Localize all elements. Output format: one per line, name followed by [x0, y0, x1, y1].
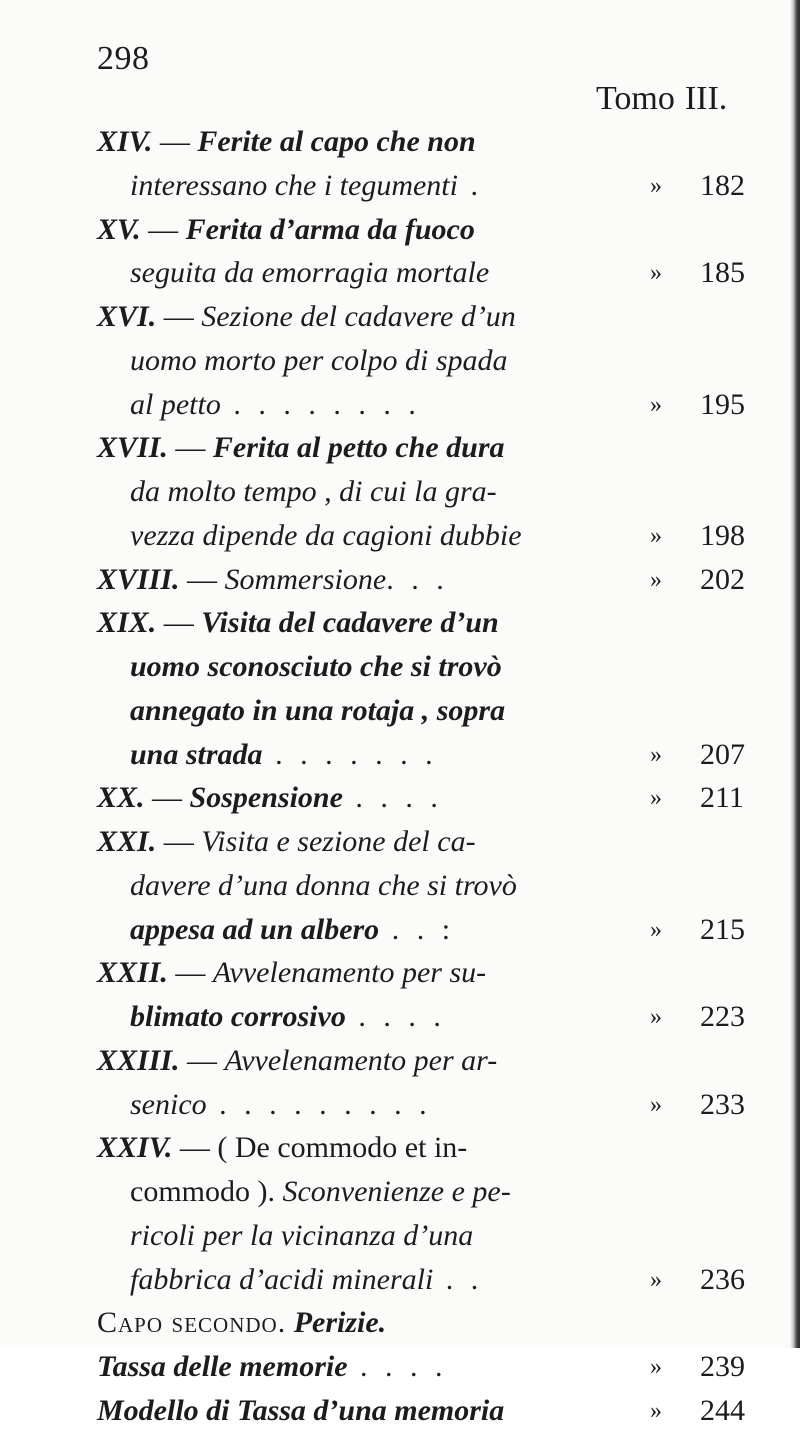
guillemet-mark: » — [650, 1091, 662, 1118]
entry-title: senico — [130, 1087, 207, 1121]
entry-title: fabbrica d’acidi minerali — [130, 1262, 434, 1296]
em-dash: — — [172, 1131, 218, 1165]
entry-page-number: 198 — [700, 518, 745, 552]
entry-number: XV. — [97, 212, 141, 246]
entry-page-number: 182 — [700, 168, 745, 202]
guillemet-mark: » — [650, 785, 662, 812]
toc-entry-line — [97, 1039, 497, 1083]
entry-title: Sospensione — [189, 781, 343, 815]
leader-dots: . . . . — [342, 781, 443, 815]
entry-page-number: 185 — [700, 256, 745, 290]
entry-number: XIV. — [97, 125, 153, 158]
toc-entry-line — [97, 1126, 467, 1170]
entry-title: una strada — [130, 737, 263, 771]
guillemet-mark: » — [650, 1004, 662, 1030]
em-dash: — — [167, 956, 213, 990]
entry-title: Sommersione — [224, 562, 387, 596]
guillemet-mark: » — [650, 916, 662, 943]
toc-entry-line — [97, 295, 516, 339]
entry-number: XXIV. — [97, 1131, 173, 1165]
leader-dots: . . . . . . . . . — [206, 1087, 432, 1121]
page-edge-shadow — [790, 0, 800, 1348]
entry-number: XXI. — [97, 825, 157, 858]
volume-heading — [596, 80, 727, 118]
volume-label: Tomo — [596, 80, 675, 117]
leader-dots: . . . — [386, 562, 449, 596]
entry-title: vezza dipende da cagioni dubbie — [130, 518, 522, 552]
entry-title: Modello di Tassa d’una memoria — [97, 1393, 505, 1427]
em-dash: — — [167, 431, 213, 465]
entry-title: Sezione del cadavere d’un — [201, 300, 516, 333]
guillemet-mark: » — [650, 741, 662, 768]
entry-title: Avvelenamento per ar- — [224, 1043, 498, 1077]
toc-entry-continuation — [130, 908, 662, 952]
entry-title: uomo morto per colpo di spada — [130, 343, 508, 377]
em-dash: — — [152, 125, 198, 158]
toc-entry-continuation — [130, 645, 502, 689]
entry-title: Sconvenienze e pe- — [274, 1175, 511, 1208]
toc-entry-line — [97, 120, 476, 164]
guillemet-mark: » — [650, 1266, 662, 1293]
em-dash: — — [179, 562, 225, 596]
entry-page-number: 207 — [700, 737, 745, 771]
entry-title: da molto tempo , di cui la gra- — [130, 475, 497, 508]
entry-number: XX. — [97, 781, 145, 815]
entry-page-number: 244 — [700, 1393, 745, 1427]
toc-entry-continuation — [130, 1258, 662, 1302]
entry-title: Ferita al petto che dura — [212, 431, 505, 465]
toc-entry-continuation — [130, 470, 497, 514]
page-number: 298 — [97, 40, 150, 77]
guillemet-mark: » — [650, 172, 662, 199]
entry-title: interessano che i tegumenti — [130, 168, 458, 202]
em-dash: — — [156, 606, 202, 640]
entry-title: al petto — [130, 387, 221, 421]
toc-entry-line — [97, 208, 475, 252]
entry-page-number: 202 — [700, 562, 745, 596]
guillemet-mark: » — [650, 566, 662, 593]
leader-dots: . . . . — [345, 1000, 446, 1033]
em-dash: — — [140, 212, 186, 246]
toc-entry-line — [97, 820, 476, 864]
entry-text-roman: ( De commodo et in- — [217, 1131, 468, 1165]
entry-page-number: 236 — [700, 1262, 745, 1296]
entry-page-number: 211 — [700, 781, 744, 815]
guillemet-mark: » — [650, 1354, 662, 1380]
entry-number: XXII. — [97, 956, 168, 990]
leader-dots: . . — [433, 1262, 484, 1296]
entry-title: Ferite al capo che non — [197, 125, 476, 158]
entry-title: Visita del cadavere d’un — [201, 606, 499, 640]
entry-title: Ferita d’arma da fuoco — [185, 212, 475, 246]
toc-entry-continuation — [130, 1083, 662, 1127]
toc-entry-line — [97, 558, 662, 602]
toc-entry-continuation — [130, 514, 662, 558]
toc-entry-continuation — [130, 1170, 511, 1214]
toc-entry-continuation — [130, 1214, 473, 1258]
entry-number: XVI. — [97, 300, 157, 333]
entry-title: Avvelenamento per su- — [212, 956, 487, 990]
guillemet-mark: » — [650, 522, 662, 549]
toc-entry-continuation — [130, 251, 662, 295]
leader-dots: . . : — [379, 912, 456, 946]
leader-dots: . . . . — [347, 1350, 448, 1383]
em-dash: — — [144, 781, 190, 815]
toc-entry-line — [97, 1345, 662, 1389]
entry-title: Tassa delle memorie — [97, 1350, 348, 1383]
em-dash: — — [156, 825, 202, 858]
toc-entry-continuation — [130, 733, 662, 777]
entry-title: appesa ad un albero — [130, 912, 380, 946]
entry-text-roman: commodo ). — [130, 1175, 275, 1208]
entry-title: Visita e sezione del ca- — [201, 825, 476, 858]
entry-number: XIX. — [97, 606, 157, 640]
toc-entry-continuation — [130, 689, 505, 733]
entry-title: blimato corrosivo — [130, 1000, 346, 1033]
entry-page-number: 233 — [700, 1087, 745, 1121]
toc-entry-continuation — [130, 383, 662, 427]
toc-entry-line — [97, 1389, 662, 1433]
guillemet-mark: » — [650, 1397, 662, 1424]
toc-entry-continuation — [130, 164, 662, 208]
toc-entry-line — [97, 951, 486, 995]
toc-entry-continuation — [130, 864, 517, 908]
toc-entry-line — [97, 601, 499, 645]
leader-dots: . — [457, 168, 483, 202]
entry-title: ricoli per la vicinanza d’una — [130, 1218, 474, 1252]
toc-entry-continuation — [130, 339, 508, 383]
entry-title: uomo sconosciuto che si trovò — [130, 650, 502, 683]
entry-page-number: 215 — [700, 912, 745, 946]
toc-entry-continuation — [130, 995, 662, 1039]
entry-title: annegato in una rotaja , sopra — [130, 693, 506, 727]
entry-title: Perizie. — [286, 1306, 387, 1340]
em-dash: — — [179, 1043, 225, 1077]
entry-page-number: 223 — [700, 1000, 745, 1033]
entry-title: seguita da emorragia mortale — [130, 256, 490, 290]
entry-title: davere d’una donna che si trovò — [130, 868, 517, 902]
toc-entry-line — [97, 426, 505, 470]
em-dash: — — [156, 300, 202, 333]
chapter-label: Capo secondo. — [97, 1306, 287, 1340]
entry-page-number: 195 — [700, 387, 745, 421]
leader-dots: . . . . . . . — [262, 737, 438, 771]
guillemet-mark: » — [650, 260, 662, 287]
leader-dots: . . . . . . . . — [220, 387, 421, 421]
guillemet-mark: » — [650, 391, 662, 418]
volume-number: III. — [684, 80, 728, 117]
toc-entry-line — [97, 776, 662, 820]
toc-entry-line — [97, 1301, 386, 1345]
entry-page-number: 239 — [700, 1350, 745, 1383]
entry-number: XVIII. — [97, 562, 180, 596]
entry-number: XVII. — [97, 431, 168, 465]
entry-number: XXIII. — [97, 1043, 180, 1077]
